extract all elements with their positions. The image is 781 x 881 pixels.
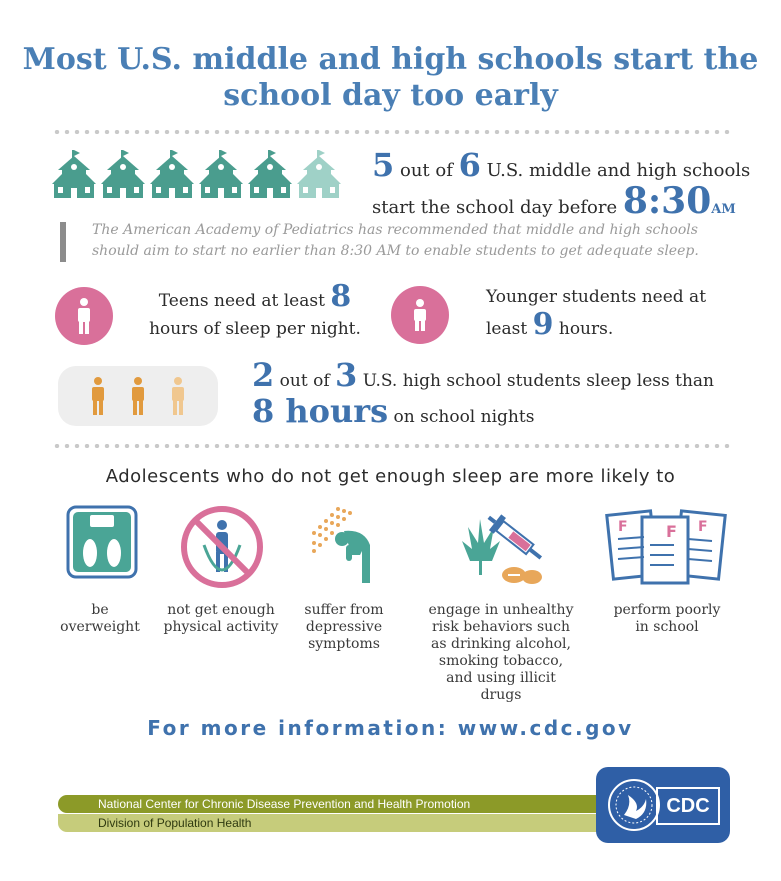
scale-icon [66,505,138,579]
school-start-stat [372,146,752,225]
svg-text:F: F [618,519,628,535]
students-icons [58,366,218,426]
cdc-logo [596,767,730,843]
younger-text-2: hours. [553,319,614,339]
sleep-stat [252,356,732,432]
depressed-person-icon [308,505,380,585]
school-icon-light [297,150,341,200]
start-time: 8:30 [622,180,712,222]
stat-text: U.S. middle and high schools start the school day before [372,160,751,218]
teen-sleep-need [140,279,370,343]
outcome-label: be overweight [60,602,140,635]
page-title: Most U.S. middle and high schools start the school day too early [22,42,759,113]
failed-tests-icon [604,505,728,587]
student-icon [130,377,146,415]
stat-text: out of [274,371,336,391]
stat-text: U.S. high school students sleep less than [357,371,714,391]
stat-hours: 8 hours [252,392,389,430]
stat-number: 6 [458,146,481,184]
teen-text-2: hours of sleep per night. [149,319,361,339]
adolescents-heading: Adolescents who do not get enough sleep are more likely to [105,466,676,487]
no-jump-rope-icon [180,505,264,589]
svg-text:F: F [666,522,677,541]
student-icon [90,377,106,415]
more-info-link[interactable]: For more information: www.cdc.gov [147,716,634,740]
school-icon [52,150,96,200]
outcome-label: suffer from depressive symptoms [304,602,384,652]
teen-icon [55,287,113,345]
teen-hours: 8 [330,279,352,314]
school-icon [101,150,145,200]
cdc-wordmark: CDC [656,787,720,825]
younger-hours: 9 [532,307,554,342]
school-icon [150,150,194,200]
outcome-label: perform poorly in school [613,602,721,635]
start-time-ampm: AM [711,202,736,217]
stat-number: 3 [335,356,358,394]
drugs-icon [452,505,556,589]
younger-text-1: Younger students need at least [486,287,707,339]
dotted-divider [52,444,732,448]
younger-sleep-need [486,283,736,343]
footer-bar-division [58,814,598,832]
stat-number: 5 [372,146,395,184]
svg-text:F: F [698,519,708,535]
dotted-divider [52,130,732,134]
stat-text: on school nights [388,407,535,427]
student-icon-light [170,377,186,415]
quote-bar [60,222,66,262]
child-icon [391,286,449,344]
outcome-label: not get enough physical activity [163,602,279,635]
hhs-seal-icon [606,777,662,833]
teen-text-1: Teens need at least [158,291,331,311]
school-icon [248,150,292,200]
division-name: Division of Population Health [98,816,252,830]
school-icons-row [52,150,341,200]
center-name: National Center for Chronic Disease Prevention and Health Promotion [98,797,471,811]
school-icon [199,150,243,200]
footer-bar-center [58,795,598,813]
stat-number: 2 [252,356,275,394]
aap-quote: The American Academy of Pediatrics has recommended that middle and high schools should aim to start no earlier than 8:30 AM to enable students to get adequate sleep. [92,222,699,259]
outcome-label: engage in unhealthy risk behaviors such as drinking alcohol, smoking tobacco, and using illicit drugs [428,602,574,703]
stat-text: out of [394,160,459,181]
